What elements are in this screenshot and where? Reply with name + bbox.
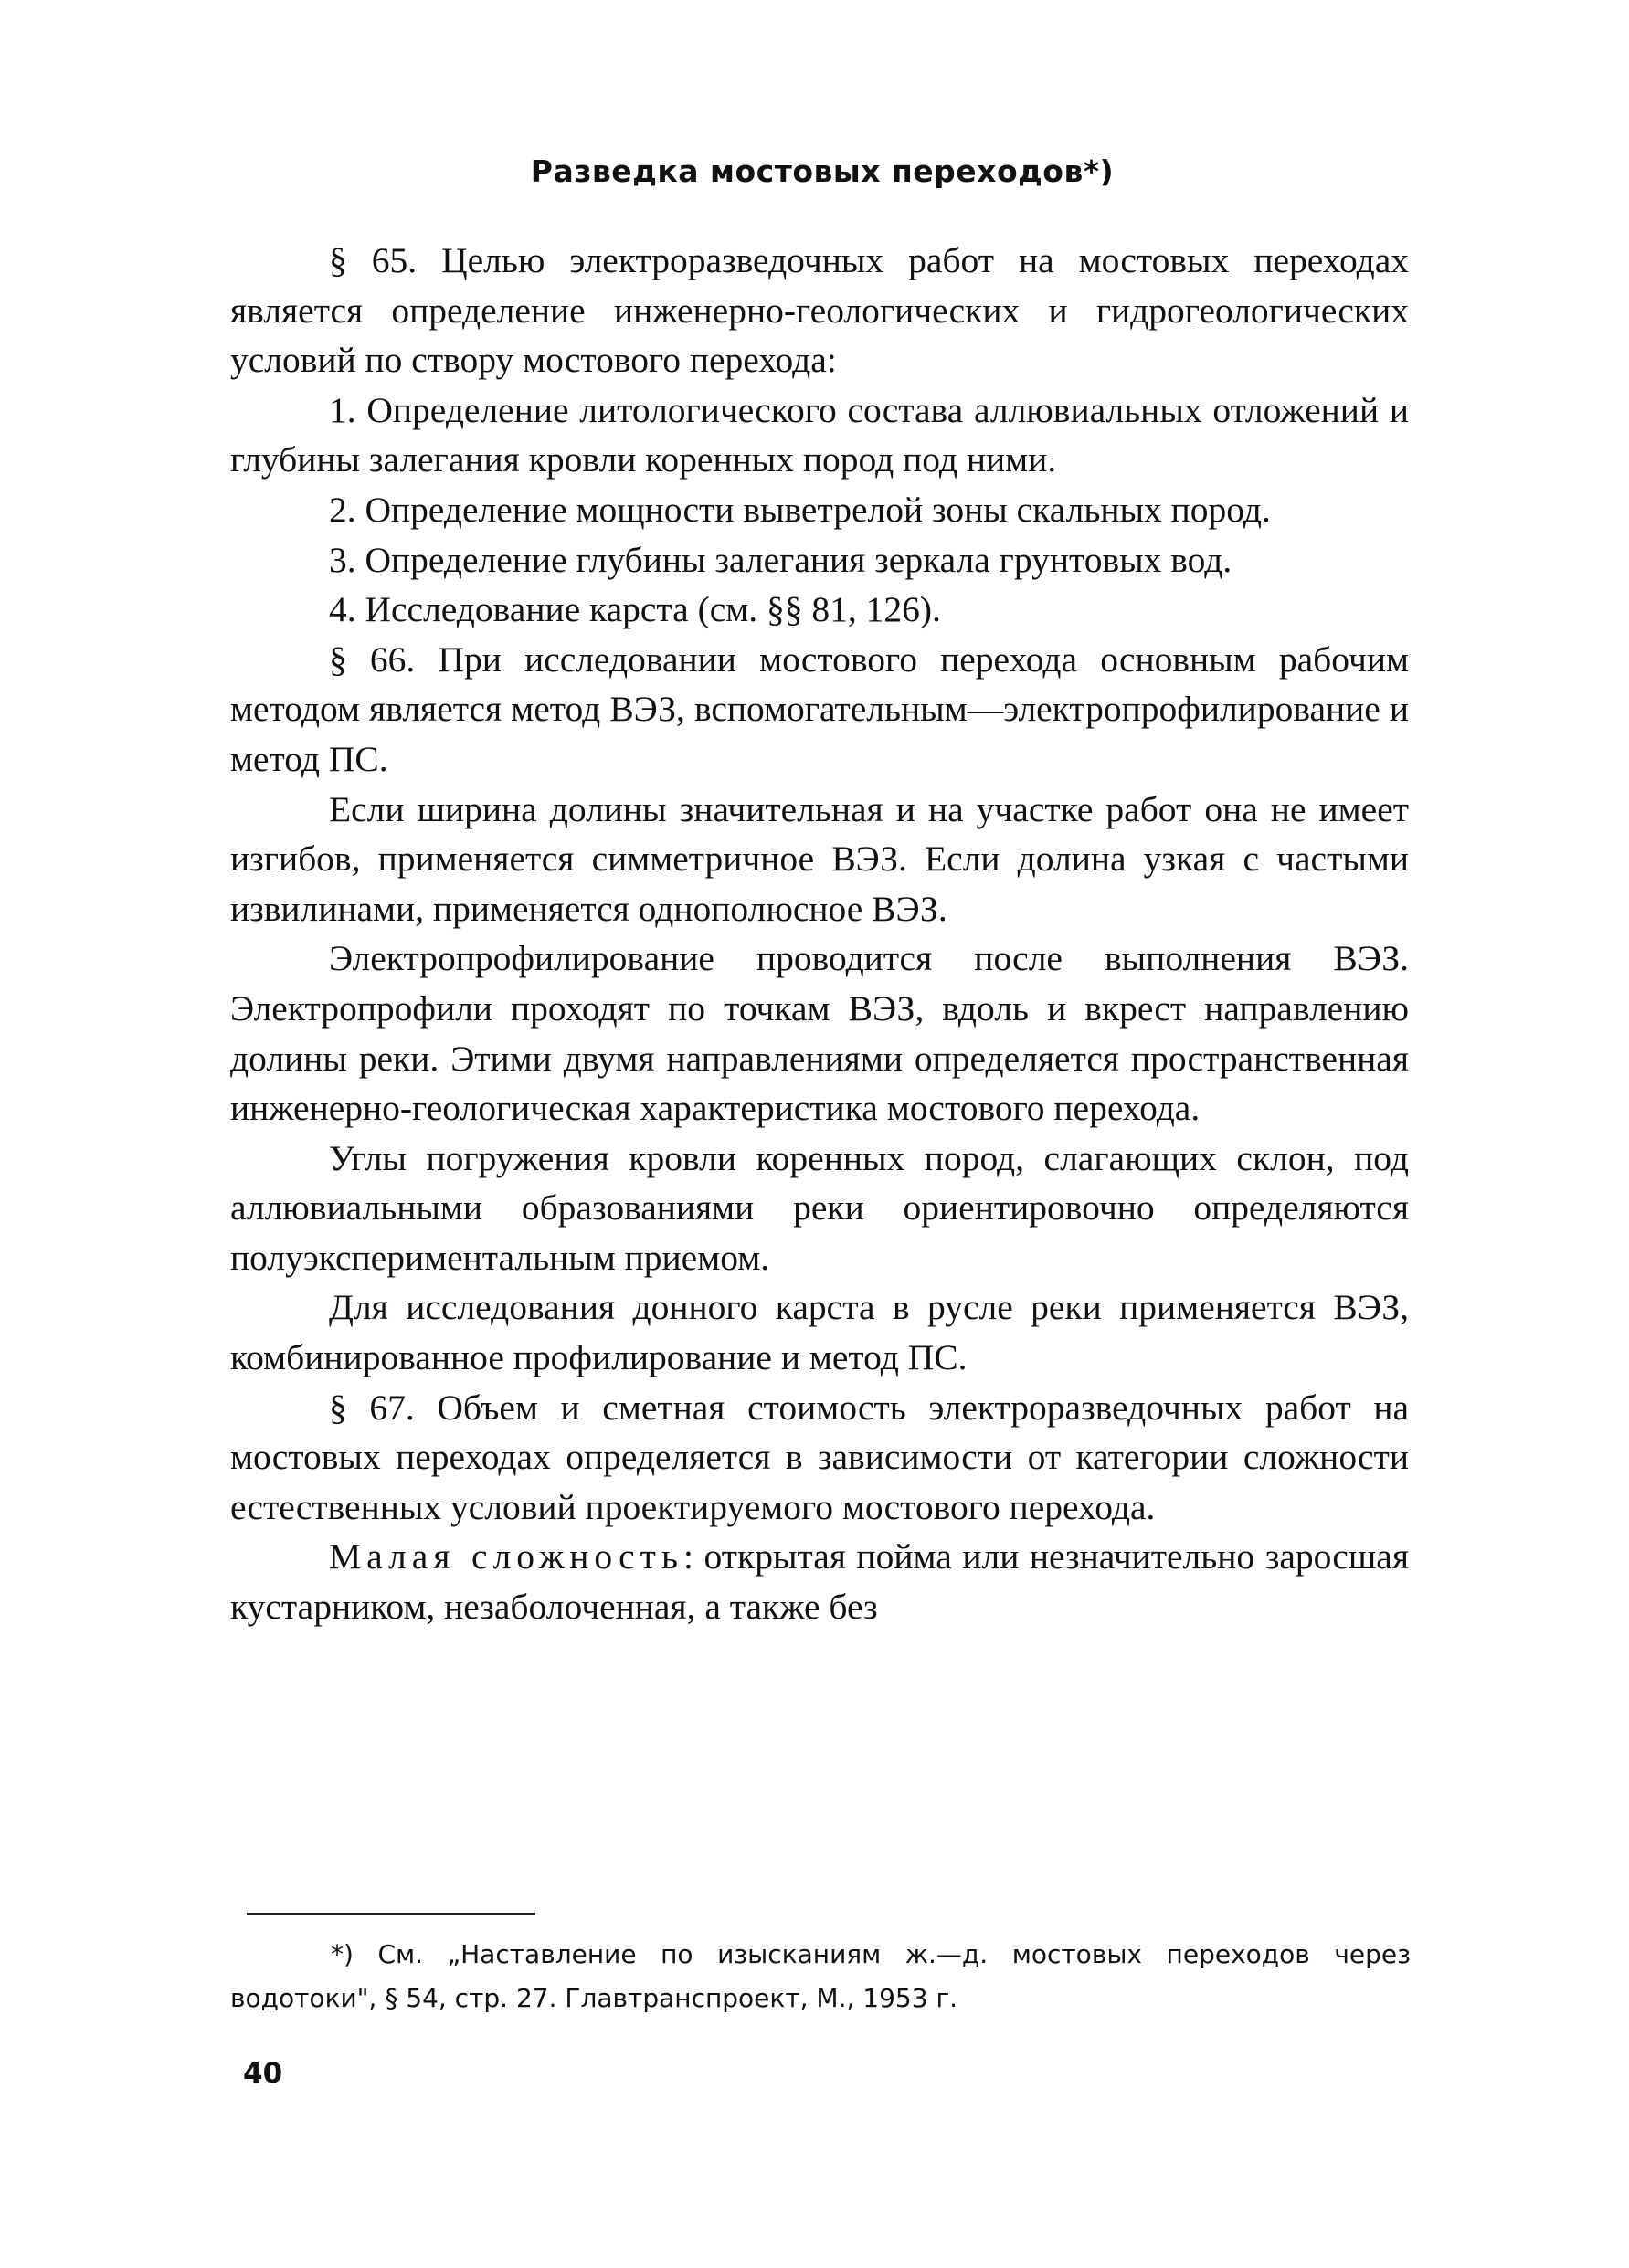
section-title: Разведка мостовых переходов*): [530, 153, 1115, 189]
paragraph-67: § 67. Объем и сметная стоимость электроразведочных работ на мостовых переходах определяется в зависимости от категории сложности естественных условий проектируемого мостового перехода.: [230, 1387, 1409, 1527]
paragraph-profiling: Электропрофилирование проводится после выполнения ВЭЗ. Электропрофили проходят по точкам ВЭЗ, вдоль и вкрест направлению долины реки. Этими двумя направлениями определяется пространственная инженерно-геологическая характеристика мостового перехода.: [230, 938, 1409, 1129]
low-complexity-text: : открытая пойма или незначительно заросшая кустарником, незаболоченная, а также без: [230, 1536, 1409, 1628]
list-item-3: 3. Определение глубины залегания зеркала грунтовых вод.: [329, 539, 1232, 580]
list-item-1: 1. Определение литологического состава аллювиальных отложений и глубины залегания кровли коренных пород под ними.: [230, 389, 1409, 480]
paragraph-karst: Для исследования донного карста в русле реки применяется ВЭЗ, комбинированное профилирование и метод ПС.: [230, 1287, 1409, 1378]
body-text: [230, 236, 1409, 1632]
footnote-divider: [247, 1913, 535, 1915]
list-item-4: 4. Исследование карста (см. §§ 81, 126).: [329, 589, 941, 630]
list-item-2: 2. Определение мощности выветрелой зоны скальных пород.: [329, 489, 1271, 530]
footnote: *) См. „Наставление по изысканиям ж.—д. мостовых переходов через водотоки", § 54, стр. 27. Главтранспроект, М., 1953 г.: [230, 1939, 1411, 2013]
paragraph-66: § 66. При исследовании мостового перехода основным рабочим методом является метод ВЭЗ, вспомогательным—электропрофилирование и метод ПС.: [230, 638, 1409, 779]
term-low-complexity: Малая сложность: [329, 1536, 683, 1577]
paragraph-low-complexity: [230, 1532, 1409, 1631]
page-number: 40: [243, 2057, 283, 2090]
paragraph-65: § 65. Целью электроразведочных работ на мостовых переходах является определение инженерно-геологических и гидрогеологических условий по створу мостового перехода:: [230, 240, 1409, 381]
paragraph-ves-choice: Если ширина долины значительная и на участке работ она не имеет изгибов, применяется симметричное ВЭЗ. Если долина узкая с частыми извилинами, применяется однополюсное ВЭЗ.: [230, 788, 1409, 929]
paragraph-dip-angles: Углы погружения кровли коренных пород, слагающих склон, под аллювиальными образованиями реки ориентировочно определяются полуэкспериментальным приемом.: [230, 1137, 1409, 1278]
